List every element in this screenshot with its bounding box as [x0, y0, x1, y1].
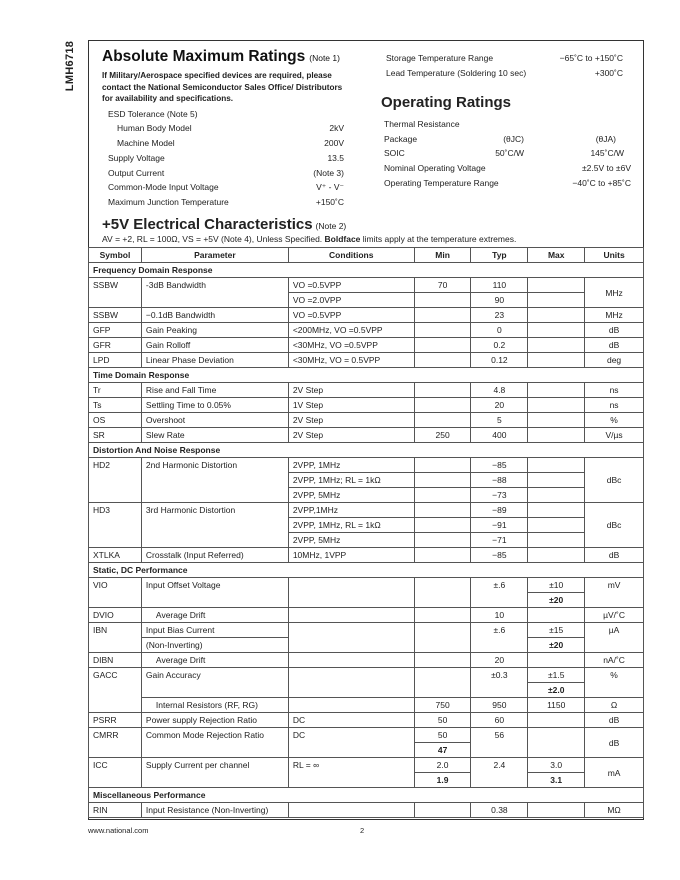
amr-title: Absolute Maximum Ratings (Note 1) — [102, 48, 340, 65]
table-row: GACC Gain Accuracy ±0.3 ±1.5 % — [89, 668, 644, 683]
section-row: Miscellaneous Performance — [89, 788, 644, 803]
table-row: LPD Linear Phase Deviation <30MHz, VO = 0.5VPP 0.12 deg — [89, 353, 644, 368]
operating-ratings-title: Operating Ratings — [381, 94, 512, 111]
table-row: 2VPP, 1MHz; RL = 1kΩ −88 — [89, 473, 644, 488]
table-row: XTLKA Crosstalk (Input Referred) 10MHz, 1VPP −85 dB — [89, 548, 644, 563]
table-row: OS Overshoot 2V Step 5 % — [89, 413, 644, 428]
elec-table — [88, 247, 644, 818]
table-row: Internal Resistors (RF, RG) 750 950 1150 Ω — [89, 698, 644, 713]
table-row: 1.9 3.1 — [89, 773, 644, 788]
table-row: HD3 3rd Harmonic Distortion 2VPP,1MHz −89 dBc — [89, 503, 644, 518]
table-row: Tr Rise and Fall Time 2V Step 4.8 ns — [89, 383, 644, 398]
table-row: HD2 2nd Harmonic Distortion 2VPP, 1MHz −85 dBc — [89, 458, 644, 473]
table-row: Ts Settling Time to 0.05% 1V Step 20 ns — [89, 398, 644, 413]
table-row: SSBW −0.1dB Bandwidth VO =0.5VPP 23 MHz — [89, 308, 644, 323]
elec-conditions: AV = +2, RL = 100Ω, VS = +5V (Note 4), Unless Specified. Boldface limits apply at the temperature extremes. — [102, 234, 517, 244]
absolute-max-ratings — [102, 48, 352, 105]
table-row: ±2.0 — [89, 683, 644, 698]
section-row: Static, DC Performance — [89, 563, 644, 578]
table-row: IBN Input Bias Current ±.6 ±15 µA — [89, 623, 644, 638]
table-row: GFR Gain Rolloff <30MHz, VO =0.5VPP 0.2 dB — [89, 338, 644, 353]
table-row: 2VPP, 5MHz −71 — [89, 533, 644, 548]
table-row: 2VPP, 1MHz, RL = 1kΩ −91 — [89, 518, 644, 533]
table-row: PSRR Power supply Rejection Ratio DC 50 60 dB — [89, 713, 644, 728]
part-number-vertical: LMH6718 — [64, 40, 76, 92]
table-row: ICC Supply Current per channel RL = ∞ 2.0 2.4 3.0 mA — [89, 758, 644, 773]
table-row: GFP Gain Peaking <200MHz, VO =0.5VPP 0 dB — [89, 323, 644, 338]
table-row: VO =2.0VPP 90 — [89, 293, 644, 308]
table-row: 2VPP, 5MHz −73 — [89, 488, 644, 503]
footer-website[interactable]: www.national.com — [88, 826, 149, 835]
table-row: ±20 — [89, 593, 644, 608]
table-row: 47 — [89, 743, 644, 758]
table-row: DVIO Average Drift 10 µV/˚C — [89, 608, 644, 623]
table-row: CMRR Common Mode Rejection Ratio DC 50 56 dB — [89, 728, 644, 743]
table-row: DIBN Average Drift 20 nA/˚C — [89, 653, 644, 668]
table-row: VIO Input Offset Voltage ±.6 ±10 mV — [89, 578, 644, 593]
section-row: Frequency Domain Response — [89, 263, 644, 278]
table-row: SSBW -3dB Bandwidth VO =0.5VPP 70 110 MHz — [89, 278, 644, 293]
table-row: SR Slew Rate 2V Step 250 400 V/µs — [89, 428, 644, 443]
elec-title: +5V Electrical Characteristics (Note 2) — [102, 216, 347, 233]
section-row: Distortion And Noise Response — [89, 443, 644, 458]
military-notice: If Military/Aerospace specified devices are required, please contact the National Semiconductor Sales Office/ Distributors for availability and specifications. — [102, 71, 343, 104]
section-row: Time Domain Response — [89, 368, 644, 383]
table-header: Symbol Parameter Conditions Min Typ Max Units — [89, 248, 644, 263]
table-row: (Non-Inverting) ±20 — [89, 638, 644, 653]
table-row: RIN Input Resistance (Non-Inverting) 0.38 MΩ — [89, 803, 644, 818]
page-number: 2 — [360, 826, 365, 835]
